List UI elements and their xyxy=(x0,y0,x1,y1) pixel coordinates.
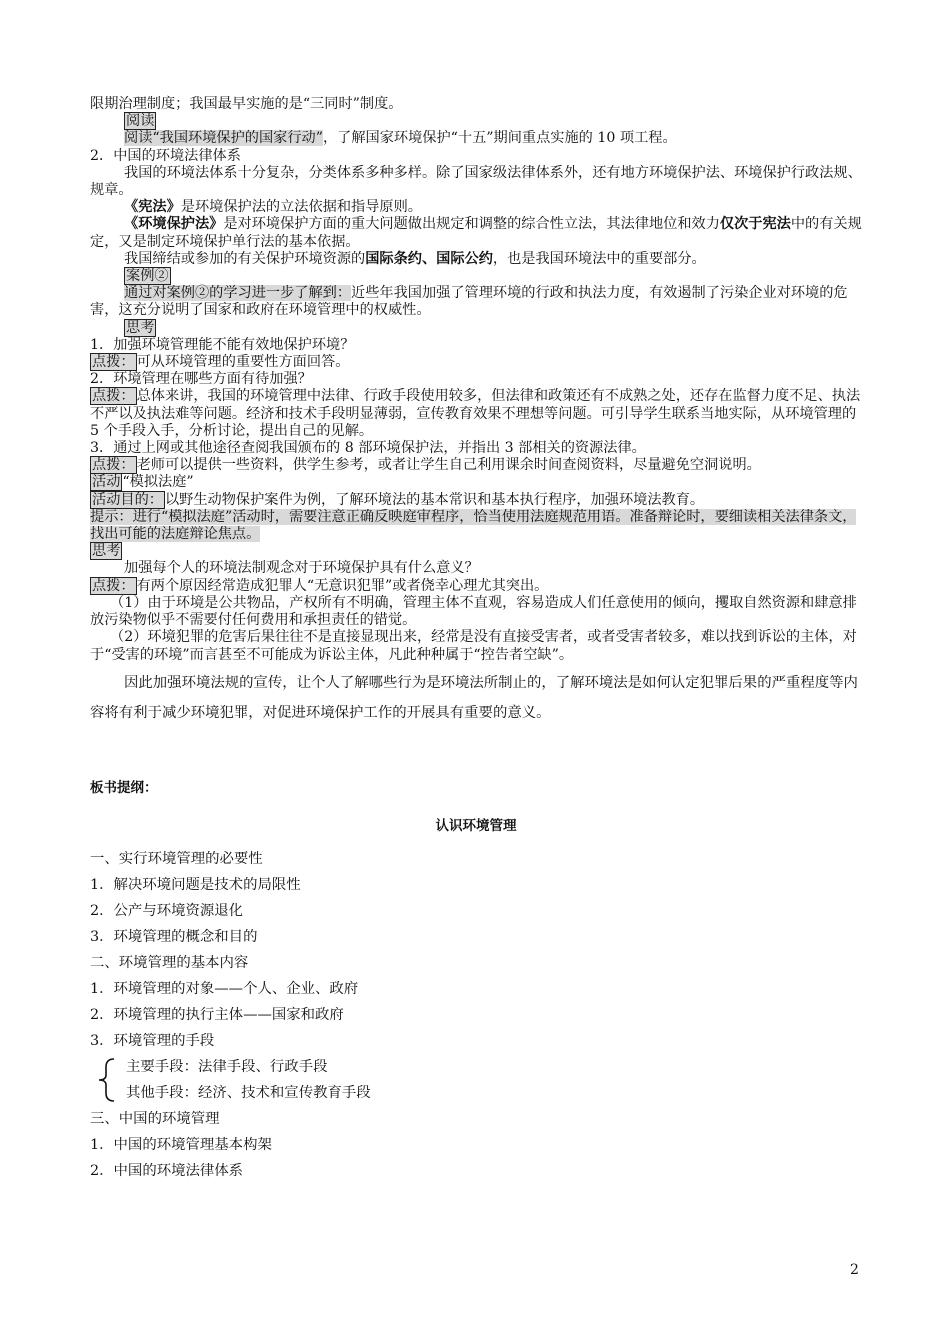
outline-item: 3．环境管理的概念和目的 xyxy=(90,929,258,945)
constitution-line xyxy=(90,199,862,216)
intl-pre: 我国缔结或参加的有关保护环境资源的 xyxy=(124,250,366,267)
env-law-mid: 是对环境保护方面的重大问题做出规定和调整的综合性立法，其法律地位和效力 xyxy=(223,216,720,233)
reason-2: （2）环境犯罪的危害后果往往不是直接显现出来，经常是没有直接受害者，或者受害者较多，难以找到诉讼的主体，对于“受害的环境”而言甚至不可能成为诉讼主体，凡此种种属于“控告者空缺”。 xyxy=(90,629,857,663)
outline-item: 3．环境管理的手段 xyxy=(90,1033,215,1049)
question-1: 1．加强环境管理能不能有效地保护环境？ xyxy=(90,336,355,353)
activity-tag: 活动 xyxy=(92,474,121,491)
constitution-bold: 《宪法》 xyxy=(124,199,181,216)
brace-icon xyxy=(94,1057,122,1103)
outline-item: 2．公产与环境资源退化 xyxy=(90,903,244,919)
answer-3-text: 老师可以提供一些资料，供学生参考，或者让学生自己利用课余时间查阅资料，尽量避免空洞说明。 xyxy=(136,457,761,474)
goal-line xyxy=(90,492,862,509)
case-highlight: 通过对案例②的学习进一步了解到： xyxy=(124,285,352,302)
goal-tag: 活动目的： xyxy=(92,491,163,508)
tip-tag: 点拨： xyxy=(92,388,135,405)
case-tag: 案例② xyxy=(126,268,169,285)
case-rest: 近些年我国加强了管理环境的行政和执法力度，有效遏制了污染企业对环境的危害，这充分说明了国家和政府在环境管理中的权威性。 xyxy=(90,285,848,319)
question-3: 3．通过上网或其他途径查阅我国颁布的 8 部环境保护法，并指出 3 部相关的资源法律。 xyxy=(90,440,646,457)
outline-subitem: 主要手段：法律手段、行政手段 xyxy=(126,1059,328,1075)
think-tag-line xyxy=(90,320,862,337)
hint-text: 提示：进行“模拟法庭”活动时，需要注意正确反映庭审程序，恰当使用法庭规范用语。准备辩论时，要细读相关法律条文，找出可能的法庭辩论焦点。 xyxy=(90,508,857,543)
outline-item: 二、环境管理的基本内容 xyxy=(90,955,249,971)
page-number: 2 xyxy=(850,1262,859,1278)
tip-tag: 点拨： xyxy=(92,457,135,474)
answer-3 xyxy=(90,457,862,474)
conclusion-section xyxy=(90,668,862,834)
env-law-bold-2: 仅次于宪法 xyxy=(719,216,791,233)
answer-4 xyxy=(90,578,862,595)
outline-item: 2．环境管理的执行主体——国家和政府 xyxy=(90,1007,344,1023)
hint-paragraph xyxy=(90,509,862,543)
intl-line xyxy=(90,251,862,268)
outline-title: 认识环境管理 xyxy=(435,818,517,834)
case-tag-line xyxy=(90,268,862,285)
answer-1 xyxy=(90,354,862,371)
board-label: 板书提纲： xyxy=(90,780,158,796)
reading-tag: 阅读 xyxy=(126,113,155,130)
reason-1: （1）由于环境是公共物品，产权所有不明确，管理主体不直观，容易造成人们任意使用的倾向，攫取自然资源和肆意排放污染物似乎不需要付任何费用和承担责任的错觉。 xyxy=(90,594,857,629)
outline-item: 1．环境管理的对象——个人、企业、政府 xyxy=(90,981,359,997)
question-4: 加强每个人的环境法制观念对于环境保护具有什么意义？ xyxy=(124,560,479,577)
upper-body xyxy=(90,96,862,664)
reading-highlight: 阅读“我国环境保护的国家行动” xyxy=(124,130,323,147)
text-line: 限期治理制度；我国最早实施的是“三同时”制度。 xyxy=(90,96,403,112)
activity-line xyxy=(90,474,862,491)
outline-item: 2．中国的环境法律体系 xyxy=(90,1163,244,1179)
intl-rest: ，也是我国环境法中的重要部分。 xyxy=(492,250,706,267)
env-law-bold: 《环境保护法》 xyxy=(124,216,224,233)
activity-title: “模拟法庭” xyxy=(122,474,194,491)
intl-bold: 国际条约、国际公约 xyxy=(365,250,493,267)
constitution-rest: 是环境保护法的立法依据和指导原则。 xyxy=(180,199,422,216)
case-paragraph xyxy=(90,285,862,319)
question-2: 2．环境管理在哪些方面有待加强？ xyxy=(90,371,312,388)
outline-subitem: 其他手段：经济、技术和宣传教育手段 xyxy=(126,1085,371,1101)
outline-item: 一、实行环境管理的必要性 xyxy=(90,851,263,867)
means-group xyxy=(90,1054,862,1106)
env-law-rest: 中的有关规定，又是制定环境保护单行法的基本依据。 xyxy=(90,216,862,250)
tip-tag: 点拨： xyxy=(92,354,135,371)
reading-line xyxy=(90,130,862,147)
think2-tag-line xyxy=(90,543,862,560)
answer-1-text: 可从环境管理的重要性方面回答。 xyxy=(136,354,350,371)
env-law-paragraph xyxy=(90,216,862,250)
think-tag: 思考 xyxy=(126,319,155,336)
think2-tag: 思考 xyxy=(92,543,121,560)
answer-4-text: 有两个原因经常造成犯罪人“无意识犯罪”或者侥幸心理尤其突出。 xyxy=(136,577,549,594)
conclusion-paragraph: 因此加强环境法规的宣传，让个人了解哪些行为是环境法所制止的，了解环境法是如何认定犯罪后果的严重程度等内容将有利于减少环境犯罪，对促进环境保护工作的开展具有重要的意义。 xyxy=(90,675,858,721)
outline-item: 1．中国的环境管理基本构架 xyxy=(90,1137,272,1153)
paragraph: 我国的环境法体系十分复杂，分类体系多种多样。除了国家级法律体系外，还有地方环境保护法、环境保护行政法规、规章。 xyxy=(90,164,862,199)
outline-item: 1．解决环境问题是技术的局限性 xyxy=(90,877,301,893)
outline-item: 三、中国的环境管理 xyxy=(90,1111,220,1127)
reading-rest: ，了解国家环境保护“十五”期间重点实施的 10 项工程。 xyxy=(322,130,677,147)
answer-2-text: 总体来讲，我国的环境管理中法律、行政手段使用较多，但法律和政策还有不成熟之处，还存在监督力度不足、执法不严以及执法难等问题。经济和技术手段明显薄弱，宣传教育效果不理想等问题。可引导学生联系当地实际，从环境管理的 5 个手段入手，分析讨论，提出自己的见解。 xyxy=(90,388,861,439)
goal-text: 以野生动物保护案件为例，了解环境法的基本常识和基本执行程序，加强环境法教育。 xyxy=(164,491,705,508)
section-heading: 2．中国的环境法律体系 xyxy=(90,147,241,164)
answer-2 xyxy=(90,388,862,440)
reading-tag-line xyxy=(90,113,862,130)
board-outline xyxy=(90,846,862,1184)
tip-tag: 点拨： xyxy=(92,577,135,594)
